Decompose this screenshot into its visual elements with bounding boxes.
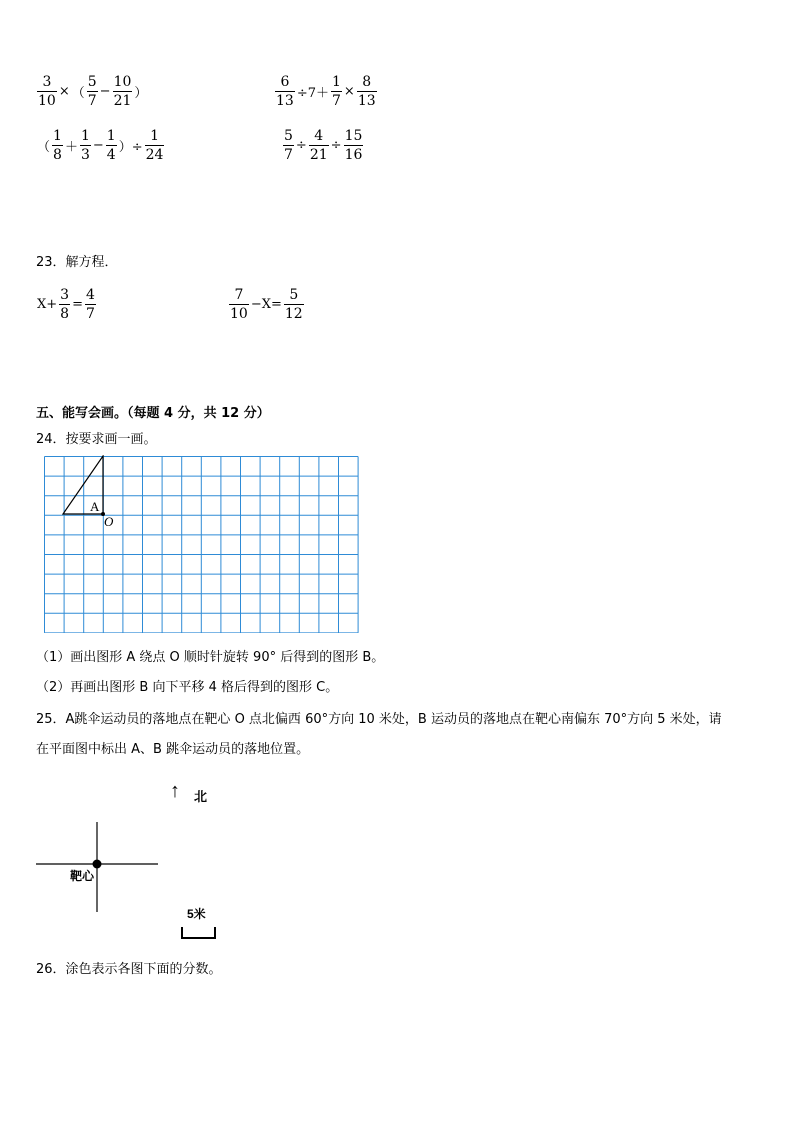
calc-expression-2: $\frac{6}{13}$ ÷7＋ $\frac{1}{7}$ × $\frac{8}{13}$ (276, 74, 376, 109)
north-label: 北 (194, 789, 208, 804)
calc-expression-1: $\frac{3}{10}$ × （ $\frac{5}{7}$ − $\frac{10}{21}$ ） (38, 74, 148, 109)
scale-label: 5米 (187, 907, 206, 921)
fraction: $\frac{3}{8}$ (60, 287, 70, 322)
fraction: $\frac{1}{8}$ (53, 128, 62, 163)
fraction: $\frac{3}{10}$ (38, 74, 56, 109)
fraction: $\frac{4}{7}$ (85, 287, 95, 322)
target-crosshair (36, 822, 160, 914)
figure-a-label: A (90, 499, 100, 514)
fraction: $\frac{10}{21}$ (113, 74, 132, 109)
fraction: $\frac{15}{16}$ (344, 128, 363, 163)
question-24-sub-2: （2）再画出图形 B 向下平移 4 格后得到的图形 C。 (36, 680, 339, 695)
fraction: $\frac{1}{24}$ (145, 128, 164, 163)
scale-bar (180, 926, 218, 940)
fraction: $\frac{1}{7}$ (332, 74, 341, 109)
fraction: $\frac{7}{10}$ (230, 287, 248, 322)
fraction: $\frac{5}{12}$ (284, 287, 303, 322)
section-5-title: 五、能写会画。（每题 4 分，共 12 分） (36, 406, 270, 421)
grid-figure (43, 455, 359, 633)
fraction: $\frac{5}{7}$ (87, 74, 97, 109)
point-o-label: O (104, 514, 114, 529)
north-arrow-icon: ↑ (170, 780, 180, 802)
grid-lines (45, 457, 359, 633)
fraction: $\frac{8}{13}$ (357, 74, 376, 109)
fraction: $\frac{5}{7}$ (284, 128, 293, 163)
fraction: $\frac{4}{21}$ (309, 128, 328, 163)
calc-expression-3: （ $\frac{1}{8}$ ＋ $\frac{1}{3}$ − $\frac{1}{4}$ ）÷ $\frac{1}{24}$ (37, 128, 164, 163)
equation-2: $\frac{7}{10}$ −X= $\frac{5}{12}$ (230, 287, 303, 322)
question-23-label: 23．解方程． (36, 255, 118, 270)
center-label: 靶心 (70, 869, 95, 883)
question-24-sub-1: （1）画出图形 A 绕点 O 顺时针旋转 90° 后得到的图形 B。 (36, 650, 385, 665)
question-25-line-1: 25．A跳伞运动员的落地点在靶心 O 点北偏西 60°方向 10 米处，B 运动员的落地点在靶心南偏东 70°方向 5 米处，请 (36, 712, 722, 727)
fraction: $\frac{1}{4}$ (106, 128, 116, 163)
calc-expression-4: $\frac{5}{7}$ ÷ $\frac{4}{21}$ ÷ $\frac{15}{16}$ (284, 128, 363, 163)
question-24-label: 24．按要求画一画。 (36, 432, 157, 447)
fraction: $\frac{1}{3}$ (80, 128, 90, 163)
equation-1: X+ $\frac{3}{8}$ = $\frac{4}{7}$ (37, 287, 95, 322)
question-26-label: 26．涂色表示各图下面的分数。 (36, 962, 222, 977)
question-25-line-2: 在平面图中标出 A、B 跳伞运动员的落地位置。 (36, 742, 310, 757)
fraction: $\frac{6}{13}$ (276, 74, 294, 109)
